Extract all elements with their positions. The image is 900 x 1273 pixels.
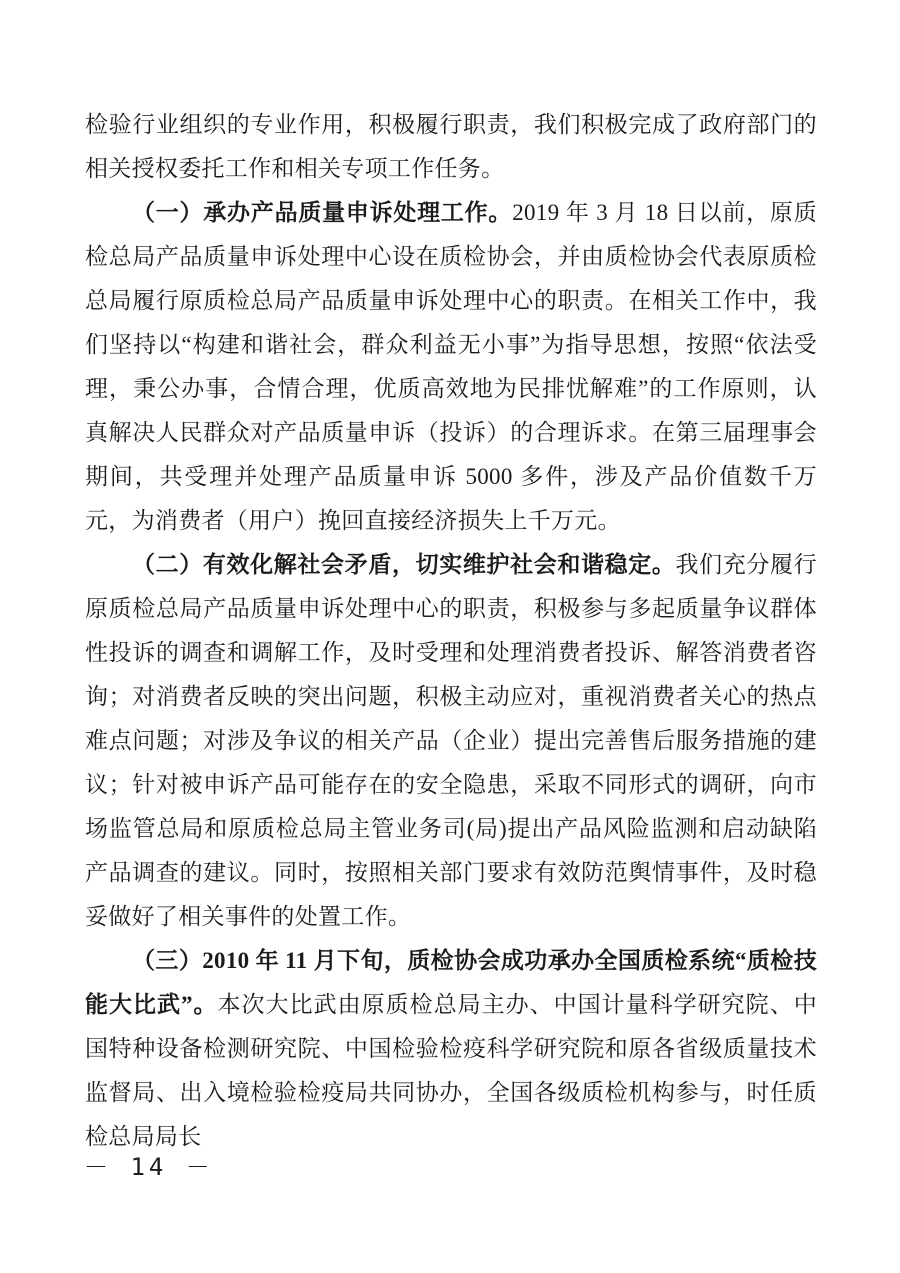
paragraph-text: 2019 年 3 月 18 日以前，原质检总局产品质量申诉处理中心设在质检协会，并由质检协会代表原质检总局履行原质检总局产品质量申诉处理中心的职责。在相关工作中，我们坚持以“构建和谐社会，群众利益无小事”为指导思想，按照“依法受理，秉公办事，合情合理，优质高效地为民排忧解难”的工作原则，认真解决人民群众对产品质量申诉（投诉）的合理诉求。在第三届理事会期间，共受理并处理产品质量申诉 5000 多件，涉及产品价值数千万元，为消费者（用户）挽回直接经济损失上千万元。	[85, 200, 817, 533]
paragraph	[85, 543, 817, 939]
paragraph	[85, 103, 817, 191]
paragraph	[85, 939, 817, 1159]
paragraph-text: 我们充分履行原质检总局产品质量申诉处理中心的职责，积极参与多起质量争议群体性投诉的调查和调解工作，及时受理和处理消费者投诉、解答消费者咨询；对消费者反映的突出问题，积极主动应对，重视消费者关心的热点难点问题；对涉及争议的相关产品（企业）提出完善售后服务措施的建议；针对被申诉产品可能存在的安全隐患，采取不同形式的调研，向市场监管总局和原质检总局主管业务司(局)提出产品风险监测和启动缺陷产品调查的建议。同时，按照相关部门要求有效防范舆情事件，及时稳妥做好了相关事件的处置工作。	[85, 552, 817, 929]
section-heading-text: （三）2010 年 11 月下旬，质检协会成功承办全国质检系统“质检技能大比武”。	[85, 948, 817, 1017]
paragraph	[85, 191, 817, 543]
document-body	[85, 103, 817, 1159]
section-heading-text: （二）有效化解社会矛盾，切实维护社会和谐稳定。	[132, 552, 676, 577]
paragraph-text: 检验行业组织的专业作用，积极履行职责，我们积极完成了政府部门的相关授权委托工作和相关专项工作任务。	[85, 112, 817, 181]
section-heading-text: （一）承办产品质量申诉处理工作。	[132, 200, 513, 225]
page-number: － 14 －	[84, 1153, 214, 1181]
paragraph-text: 本次大比武由原质检总局主办、中国计量科学研究院、中国特种设备检测研究院、中国检验检疫科学研究院和原各省级质量技术监督局、出入境检验检疫局共同协办，全国各级质检机构参与，时任质检总局局长	[85, 992, 817, 1149]
